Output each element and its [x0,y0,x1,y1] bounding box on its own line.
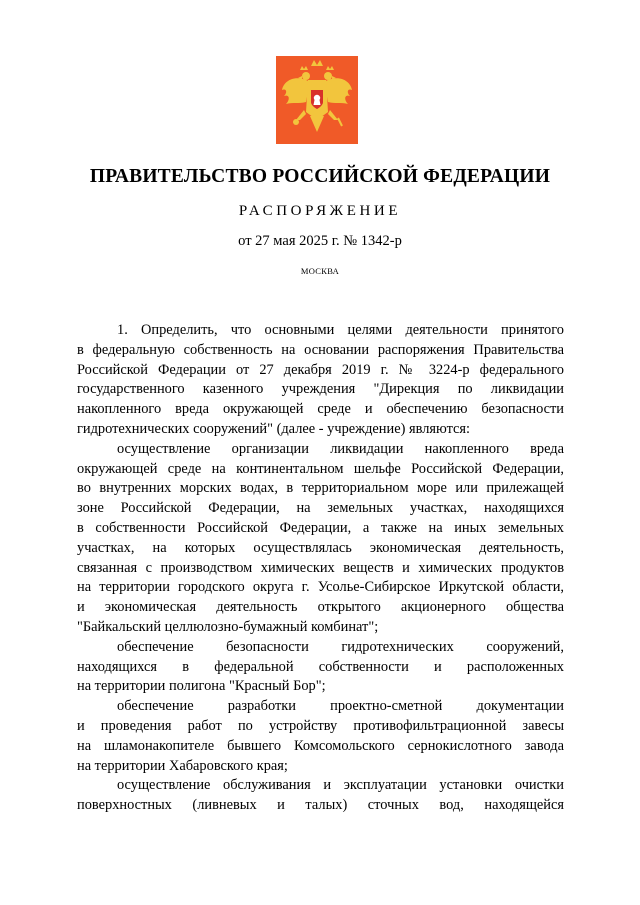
document-type: РАСПОРЯЖЕНИЕ [238,203,402,219]
body-line: на территории Хабаровского края; [77,757,288,774]
body-line: Российской Федерации от 27 декабря 2019 г. № 3224-р федерального [77,361,564,378]
body-line: государственного казенного учреждения "Дирекция по ликвидации [77,381,564,398]
body-line: на шламонакопителе бывшего Комсомольского сернокислотного завода [77,737,564,754]
document-body [77,321,564,816]
body-line: на территории городского округа г. Усолье-Сибирское Иркутской области, [77,579,564,596]
document-city: МОСКВА [300,266,340,276]
body-line: зоне Российской Федерации, на земельных участках, находящихся [77,500,564,517]
body-line: во внутренних морских водах, в территориальном море или прилежащей [77,480,564,497]
government-title: ПРАВИТЕЛЬСТВО РОССИЙСКОЙ ФЕДЕРАЦИИ [89,166,551,187]
body-line: в собственности Российской Федерации, а также на иных земельных [77,519,564,536]
body-line: гидротехнических сооружений" (далее - учреждение) являются: [77,420,471,437]
body-line: 1. Определить, что основными целями деятельности принятого [117,322,564,338]
coat-of-arms-icon [276,56,358,144]
body-line: осуществление организации ликвидации накопленного вреда [117,440,564,457]
body-line: окружающей среде на континентальном шельфе Российской Федерации, [77,460,564,477]
body-line: осуществление обслуживания и эксплуатации установки очистки [117,777,564,794]
body-line: связанная с производством химических веществ и химических продуктов [77,559,564,576]
body-line: и экономическая деятельность открытого акционерного общества [77,599,564,616]
body-line: обеспечение безопасности гидротехнических сооружений, [117,638,564,655]
body-line: обеспечение разработки проектно-сметной документации [117,698,564,715]
body-line: поверхностных (ливневых и талых) сточных вод, находящейся [77,797,564,814]
body-line: и проведения работ по устройству противофильтрационной завесы [77,717,564,734]
body-line: участках, на которых осуществлялась экономическая деятельность, [77,539,564,556]
document-date-number: от 27 мая 2025 г. № 1342-р [238,233,402,249]
body-line: на территории полигона "Красный Бор"; [77,678,326,695]
body-line: накопленного вреда окружающей среде и обеспечению безопасности [77,401,564,418]
body-line: "Байкальский целлюлозно-бумажный комбинат"; [77,618,379,635]
body-line: находящихся в федеральной собственности и расположенных [77,658,564,675]
body-line: в федеральную собственность на основании распоряжения Правительства [77,341,564,358]
